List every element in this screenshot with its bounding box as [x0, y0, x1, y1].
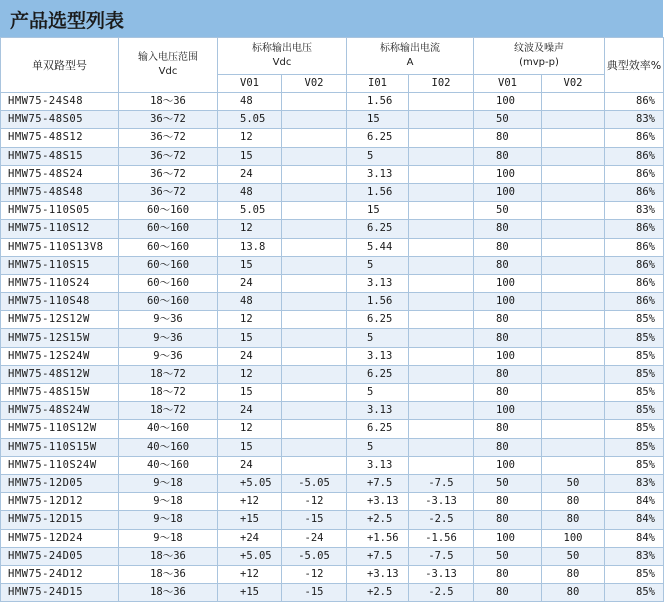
cell-i01: 1.56	[347, 93, 409, 111]
cell-vin: 36～72	[119, 111, 218, 129]
cell-eff: 85%	[605, 565, 664, 583]
table-row	[1, 456, 664, 474]
cell-vin: 40～160	[119, 420, 218, 438]
cell-model: HMW75-110S48	[1, 293, 119, 311]
cell-r01: 100	[474, 93, 542, 111]
cell-eff: 84%	[605, 493, 664, 511]
cell-r02: 100	[542, 529, 605, 547]
table-body	[1, 93, 664, 602]
table-row	[1, 183, 664, 201]
cell-model: HMW75-12S12W	[1, 311, 119, 329]
cell-model: HMW75-110S05	[1, 202, 119, 220]
cell-eff: 84%	[605, 529, 664, 547]
cell-r02: 50	[542, 474, 605, 492]
cell-i02	[409, 293, 474, 311]
cell-i02	[409, 438, 474, 456]
cell-i01: 6.25	[347, 420, 409, 438]
cell-r02	[542, 402, 605, 420]
cell-r01: 80	[474, 329, 542, 347]
header-ripple-v01: V01	[474, 75, 542, 93]
cell-r01: 80	[474, 420, 542, 438]
cell-model: HMW75-12D05	[1, 474, 119, 492]
cell-i02	[409, 311, 474, 329]
cell-model: HMW75-12D24	[1, 529, 119, 547]
cell-v02	[282, 384, 347, 402]
table-row	[1, 384, 664, 402]
cell-i01: 3.13	[347, 347, 409, 365]
cell-i02	[409, 147, 474, 165]
cell-i02	[409, 183, 474, 201]
cell-i01: 5	[347, 384, 409, 402]
cell-v02: -12	[282, 493, 347, 511]
cell-model: HMW75-110S24	[1, 274, 119, 292]
cell-i02: -2.5	[409, 511, 474, 529]
cell-i01: +2.5	[347, 511, 409, 529]
cell-v02	[282, 420, 347, 438]
cell-v01: 13.8	[218, 238, 282, 256]
cell-r01: 80	[474, 311, 542, 329]
cell-i02	[409, 347, 474, 365]
cell-vin: 9～36	[119, 311, 218, 329]
cell-v01: 24	[218, 165, 282, 183]
cell-vin: 40～160	[119, 456, 218, 474]
cell-v02	[282, 456, 347, 474]
cell-r02	[542, 111, 605, 129]
cell-eff: 86%	[605, 165, 664, 183]
cell-eff: 85%	[605, 584, 664, 602]
table-row	[1, 165, 664, 183]
cell-i02: -7.5	[409, 474, 474, 492]
cell-eff: 86%	[605, 256, 664, 274]
cell-v02	[282, 365, 347, 383]
table-row	[1, 565, 664, 583]
cell-model: HMW75-110S15W	[1, 438, 119, 456]
table-row	[1, 438, 664, 456]
cell-model: HMW75-110S24W	[1, 456, 119, 474]
cell-r01: 80	[474, 147, 542, 165]
cell-model: HMW75-48S12	[1, 129, 119, 147]
cell-i02	[409, 365, 474, 383]
cell-model: HMW75-48S15	[1, 147, 119, 165]
cell-v02	[282, 129, 347, 147]
table-row	[1, 111, 664, 129]
table-row	[1, 220, 664, 238]
cell-i01: +7.5	[347, 474, 409, 492]
cell-vin: 36～72	[119, 183, 218, 201]
cell-eff: 86%	[605, 220, 664, 238]
cell-r02	[542, 202, 605, 220]
cell-v02	[282, 347, 347, 365]
cell-v01: 5.05	[218, 111, 282, 129]
cell-v01: 12	[218, 220, 282, 238]
header-v02: V02	[282, 75, 347, 93]
cell-i01: +3.13	[347, 493, 409, 511]
cell-i02	[409, 165, 474, 183]
cell-r01: 80	[474, 220, 542, 238]
cell-v02	[282, 165, 347, 183]
cell-r02	[542, 311, 605, 329]
cell-v01: 24	[218, 274, 282, 292]
product-selection-table	[0, 37, 664, 602]
cell-v02	[282, 238, 347, 256]
cell-v01: 48	[218, 293, 282, 311]
table-row	[1, 238, 664, 256]
header-ripple-noise: 纹波及噪声 (mvp-p)	[474, 38, 605, 75]
cell-i01: 5	[347, 438, 409, 456]
cell-model: HMW75-48S12W	[1, 365, 119, 383]
cell-vin: 18～72	[119, 402, 218, 420]
cell-i01: 5.44	[347, 238, 409, 256]
cell-i02	[409, 402, 474, 420]
cell-i02	[409, 456, 474, 474]
table-row	[1, 202, 664, 220]
cell-i01: +1.56	[347, 529, 409, 547]
cell-vin: 9～18	[119, 493, 218, 511]
cell-i01: +7.5	[347, 547, 409, 565]
cell-i01: 6.25	[347, 129, 409, 147]
cell-vin: 18～72	[119, 384, 218, 402]
table-row	[1, 474, 664, 492]
cell-model: HMW75-48S05	[1, 111, 119, 129]
cell-v02	[282, 111, 347, 129]
cell-i01: 15	[347, 202, 409, 220]
cell-v01: 24	[218, 402, 282, 420]
cell-vin: 60～160	[119, 220, 218, 238]
cell-i01: 1.56	[347, 293, 409, 311]
cell-model: HMW75-12S15W	[1, 329, 119, 347]
cell-model: HMW75-12D15	[1, 511, 119, 529]
cell-i01: 5	[347, 329, 409, 347]
cell-i01: +3.13	[347, 565, 409, 583]
cell-model: HMW75-24D15	[1, 584, 119, 602]
cell-vin: 9～18	[119, 474, 218, 492]
cell-r01: 80	[474, 238, 542, 256]
cell-v02	[282, 329, 347, 347]
cell-v02	[282, 220, 347, 238]
cell-vin: 18～36	[119, 565, 218, 583]
cell-i01: 3.13	[347, 402, 409, 420]
cell-r02: 50	[542, 547, 605, 565]
cell-i01: 6.25	[347, 311, 409, 329]
cell-r02: 80	[542, 565, 605, 583]
header-v01: V01	[218, 75, 282, 93]
cell-v01: +12	[218, 565, 282, 583]
cell-eff: 85%	[605, 384, 664, 402]
cell-model: HMW75-24D12	[1, 565, 119, 583]
cell-r01: 80	[474, 384, 542, 402]
cell-vin: 9～18	[119, 511, 218, 529]
cell-i02	[409, 111, 474, 129]
cell-v01: 12	[218, 365, 282, 383]
table-row	[1, 529, 664, 547]
cell-v01: 24	[218, 456, 282, 474]
cell-model: HMW75-110S12W	[1, 420, 119, 438]
cell-eff: 84%	[605, 511, 664, 529]
cell-r02	[542, 347, 605, 365]
cell-eff: 86%	[605, 93, 664, 111]
cell-eff: 83%	[605, 474, 664, 492]
cell-r02	[542, 274, 605, 292]
header-output-voltage: 标称输出电压 Vdc	[218, 38, 347, 75]
cell-v02	[282, 256, 347, 274]
cell-i02: -3.13	[409, 493, 474, 511]
cell-model: HMW75-12S24W	[1, 347, 119, 365]
cell-vin: 18～36	[119, 584, 218, 602]
cell-vin: 36～72	[119, 129, 218, 147]
cell-eff: 86%	[605, 293, 664, 311]
cell-v01: 15	[218, 329, 282, 347]
cell-r01: 100	[474, 293, 542, 311]
table-row	[1, 347, 664, 365]
cell-i01: 5	[347, 147, 409, 165]
cell-v01: 24	[218, 347, 282, 365]
cell-r02: 80	[542, 511, 605, 529]
cell-model: HMW75-48S24	[1, 165, 119, 183]
cell-eff: 85%	[605, 456, 664, 474]
cell-v01: 48	[218, 93, 282, 111]
table-row	[1, 402, 664, 420]
cell-v01: 5.05	[218, 202, 282, 220]
cell-r01: 50	[474, 474, 542, 492]
table-row	[1, 584, 664, 602]
cell-i02: -1.56	[409, 529, 474, 547]
cell-v02: -12	[282, 565, 347, 583]
cell-eff: 85%	[605, 420, 664, 438]
cell-r02	[542, 438, 605, 456]
header-i01: I01	[347, 75, 409, 93]
cell-r02	[542, 256, 605, 274]
cell-v01: +15	[218, 511, 282, 529]
cell-vin: 18～72	[119, 365, 218, 383]
cell-r02	[542, 147, 605, 165]
cell-eff: 83%	[605, 111, 664, 129]
cell-i01: 5	[347, 256, 409, 274]
cell-vin: 9～36	[119, 347, 218, 365]
title-bar	[0, 0, 663, 37]
cell-r01: 50	[474, 202, 542, 220]
cell-model: HMW75-110S15	[1, 256, 119, 274]
cell-v01: +5.05	[218, 474, 282, 492]
cell-v02	[282, 93, 347, 111]
cell-r02	[542, 456, 605, 474]
header-efficiency: 典型效率%	[605, 38, 664, 93]
header-input-voltage: 输入电压范围 Vdc	[119, 38, 218, 93]
cell-r01: 100	[474, 529, 542, 547]
cell-i02	[409, 238, 474, 256]
cell-r01: 100	[474, 183, 542, 201]
cell-vin: 36～72	[119, 147, 218, 165]
cell-v01: 15	[218, 147, 282, 165]
cell-r01: 80	[474, 438, 542, 456]
cell-vin: 9～36	[119, 329, 218, 347]
cell-i02	[409, 129, 474, 147]
cell-i01: 3.13	[347, 274, 409, 292]
cell-v02: -15	[282, 584, 347, 602]
table-row	[1, 547, 664, 565]
cell-vin: 60～160	[119, 202, 218, 220]
cell-v02: -5.05	[282, 474, 347, 492]
cell-v01: +15	[218, 584, 282, 602]
cell-v02	[282, 183, 347, 201]
cell-v02: -15	[282, 511, 347, 529]
cell-i02	[409, 329, 474, 347]
cell-v02	[282, 147, 347, 165]
cell-r01: 80	[474, 129, 542, 147]
cell-eff: 85%	[605, 311, 664, 329]
cell-v01: 12	[218, 129, 282, 147]
cell-v01: 15	[218, 384, 282, 402]
cell-r01: 100	[474, 165, 542, 183]
cell-i02	[409, 93, 474, 111]
cell-i02	[409, 256, 474, 274]
cell-vin: 9～18	[119, 529, 218, 547]
cell-r01: 100	[474, 274, 542, 292]
cell-eff: 85%	[605, 438, 664, 456]
cell-v01: +12	[218, 493, 282, 511]
cell-model: HMW75-48S15W	[1, 384, 119, 402]
cell-i01: +2.5	[347, 584, 409, 602]
cell-eff: 85%	[605, 365, 664, 383]
table-row	[1, 293, 664, 311]
cell-v02: -24	[282, 529, 347, 547]
cell-vin: 36～72	[119, 165, 218, 183]
cell-v02	[282, 293, 347, 311]
table-row	[1, 311, 664, 329]
cell-eff: 86%	[605, 129, 664, 147]
cell-vin: 18～36	[119, 547, 218, 565]
cell-vin: 60～160	[119, 256, 218, 274]
cell-v01: 12	[218, 311, 282, 329]
cell-eff: 85%	[605, 347, 664, 365]
cell-i02: -7.5	[409, 547, 474, 565]
cell-i02: -3.13	[409, 565, 474, 583]
cell-r02	[542, 220, 605, 238]
cell-r01: 100	[474, 347, 542, 365]
table-row	[1, 329, 664, 347]
cell-i01: 3.13	[347, 165, 409, 183]
cell-i01: 15	[347, 111, 409, 129]
cell-eff: 85%	[605, 402, 664, 420]
table-row	[1, 511, 664, 529]
table-row	[1, 147, 664, 165]
cell-r02	[542, 165, 605, 183]
cell-v02	[282, 274, 347, 292]
cell-model: HMW75-48S48	[1, 183, 119, 201]
cell-r02	[542, 129, 605, 147]
cell-model: HMW75-110S12	[1, 220, 119, 238]
cell-r02	[542, 238, 605, 256]
cell-eff: 85%	[605, 329, 664, 347]
cell-eff: 83%	[605, 547, 664, 565]
cell-v02: -5.05	[282, 547, 347, 565]
cell-v02	[282, 438, 347, 456]
cell-i01: 3.13	[347, 456, 409, 474]
header-i02: I02	[409, 75, 474, 93]
cell-i01: 6.25	[347, 365, 409, 383]
cell-v01: +24	[218, 529, 282, 547]
cell-v02	[282, 202, 347, 220]
cell-i02	[409, 202, 474, 220]
cell-model: HMW75-110S13V8	[1, 238, 119, 256]
cell-r01: 100	[474, 456, 542, 474]
table-row	[1, 274, 664, 292]
cell-r01: 80	[474, 565, 542, 583]
cell-i02	[409, 384, 474, 402]
cell-v01: 15	[218, 438, 282, 456]
cell-eff: 86%	[605, 238, 664, 256]
table-row	[1, 256, 664, 274]
cell-i02: -2.5	[409, 584, 474, 602]
cell-v01: 48	[218, 183, 282, 201]
cell-i01: 6.25	[347, 220, 409, 238]
cell-r01: 80	[474, 256, 542, 274]
cell-r02	[542, 183, 605, 201]
cell-vin: 60～160	[119, 238, 218, 256]
cell-r01: 80	[474, 365, 542, 383]
cell-model: HMW75-48S24W	[1, 402, 119, 420]
table-row	[1, 420, 664, 438]
cell-i02	[409, 274, 474, 292]
table-row	[1, 365, 664, 383]
table-row	[1, 129, 664, 147]
header-output-current: 标称输出电流 A	[347, 38, 474, 75]
cell-r02	[542, 420, 605, 438]
page-title: 产品选型列表	[10, 10, 125, 32]
header-model: 单双路型号	[1, 38, 119, 93]
cell-v01: 12	[218, 420, 282, 438]
cell-r02: 80	[542, 493, 605, 511]
cell-v02	[282, 311, 347, 329]
cell-r02: 80	[542, 584, 605, 602]
cell-eff: 86%	[605, 183, 664, 201]
cell-r02	[542, 293, 605, 311]
cell-eff: 86%	[605, 274, 664, 292]
cell-r01: 100	[474, 402, 542, 420]
cell-v02	[282, 402, 347, 420]
cell-eff: 86%	[605, 147, 664, 165]
cell-i02	[409, 220, 474, 238]
cell-r02	[542, 384, 605, 402]
cell-vin: 60～160	[119, 293, 218, 311]
cell-v01: 15	[218, 256, 282, 274]
cell-r01: 50	[474, 547, 542, 565]
cell-r01: 80	[474, 584, 542, 602]
cell-r01: 80	[474, 511, 542, 529]
cell-r02	[542, 329, 605, 347]
cell-model: HMW75-24S48	[1, 93, 119, 111]
cell-i02	[409, 420, 474, 438]
cell-model: HMW75-24D05	[1, 547, 119, 565]
cell-v01: +5.05	[218, 547, 282, 565]
table-row	[1, 493, 664, 511]
cell-i01: 1.56	[347, 183, 409, 201]
cell-r01: 80	[474, 493, 542, 511]
cell-vin: 18～36	[119, 93, 218, 111]
header-ripple-v02: V02	[542, 75, 605, 93]
cell-model: HMW75-12D12	[1, 493, 119, 511]
table-row	[1, 93, 664, 111]
cell-r02	[542, 93, 605, 111]
cell-r02	[542, 365, 605, 383]
cell-vin: 40～160	[119, 438, 218, 456]
cell-eff: 83%	[605, 202, 664, 220]
cell-r01: 50	[474, 111, 542, 129]
cell-vin: 60～160	[119, 274, 218, 292]
